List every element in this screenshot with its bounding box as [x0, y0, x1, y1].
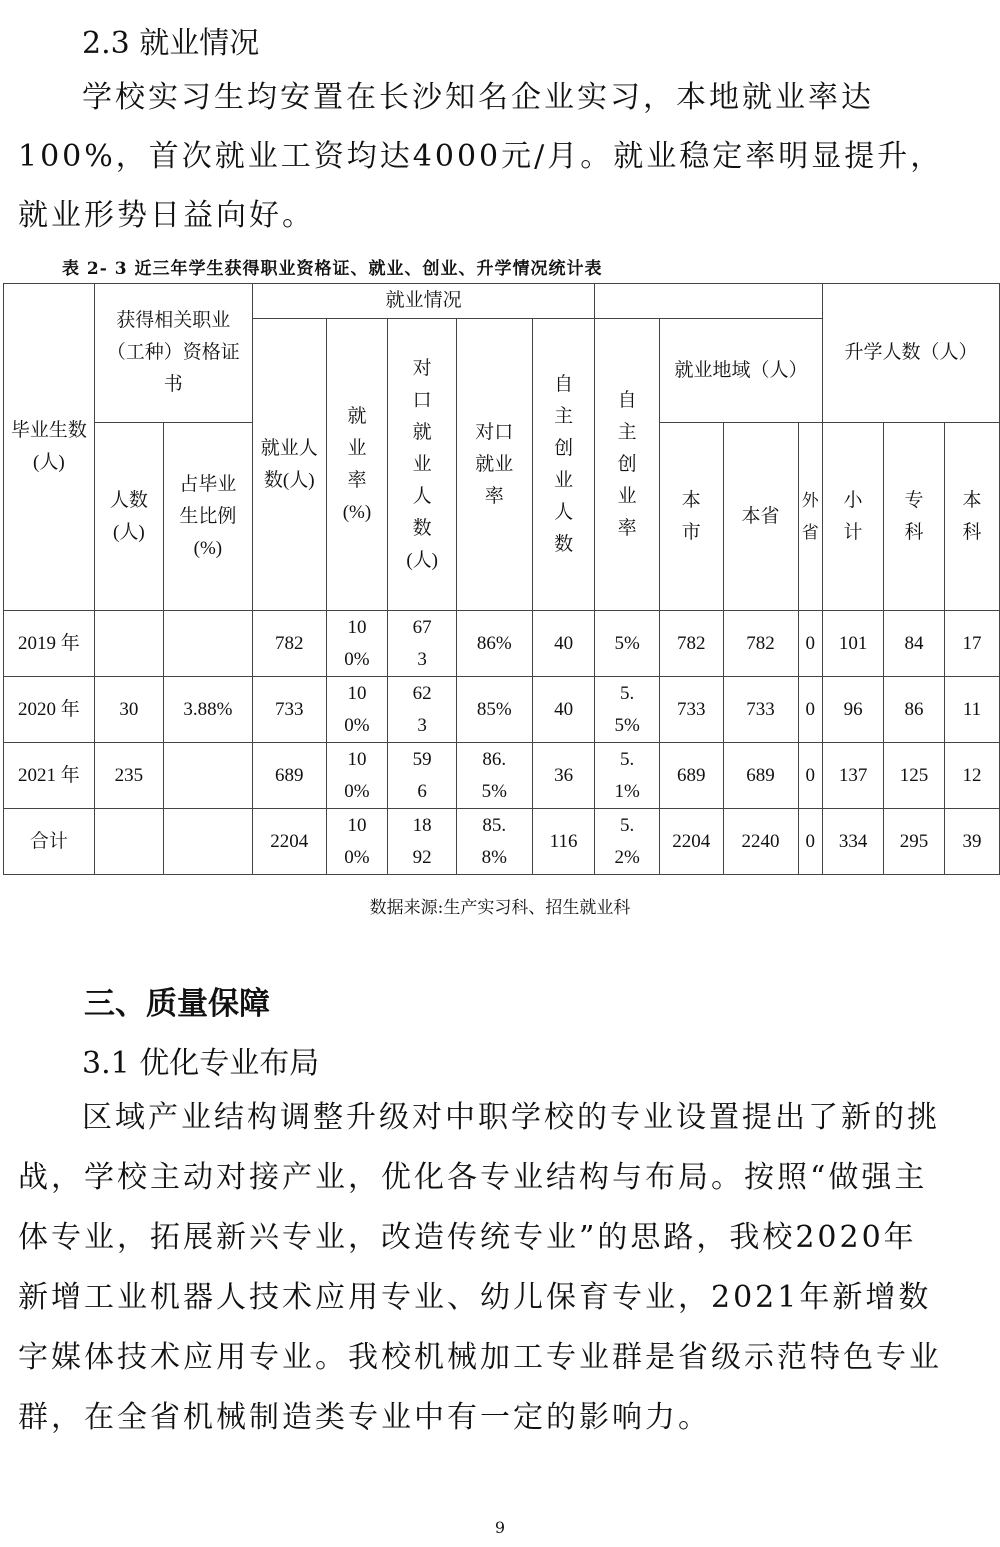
table-cell: 0: [798, 743, 823, 809]
table-cell: 733: [252, 677, 326, 743]
table-cell: 334: [823, 809, 884, 875]
table-cell: [163, 743, 252, 809]
layout-paragraph: 区域产业结构调整升级对中职学校的专业设置提出了新的挑战，学校主动对接产业，优化各专业结构与布局。按照“做强主体专业，拓展新兴专业，改造传统专业”的思路，我校2020年新增工业机器人技术应用专业、幼儿保育专业，2021年新增数字媒体技术应用专业。我校机械加工专业群是省级示范特色专业群，在全省机械制造类专业中有一定的影响力。: [18, 1100, 942, 1435]
header-self-employed-rate: 自主创业率: [595, 319, 659, 611]
table-cell: 2021 年: [4, 743, 95, 809]
header-province: 本省: [723, 423, 798, 611]
table-cell: 84: [884, 611, 945, 677]
table-cell: 689: [723, 743, 798, 809]
table-row: [4, 743, 1000, 809]
table-cell: 1892: [388, 809, 457, 875]
table-cell: 11: [944, 677, 999, 743]
table-cell: 2019 年: [4, 611, 95, 677]
table-cell: 85.8%: [456, 809, 532, 875]
table-cell: 125: [884, 743, 945, 809]
table-cell: 673: [388, 611, 457, 677]
header-cert-count: 人数(人): [94, 423, 163, 611]
table-cell: 596: [388, 743, 457, 809]
table-cell: 36: [532, 743, 595, 809]
table-cell: 2204: [252, 809, 326, 875]
table-cell: 100%: [326, 611, 388, 677]
table-cell: 0: [798, 611, 823, 677]
table-cell: 17: [944, 611, 999, 677]
table-row: [4, 809, 1000, 875]
table-cell: 689: [252, 743, 326, 809]
header-junior-college: 专科: [884, 423, 945, 611]
table-cell: 85%: [456, 677, 532, 743]
header-cert-ratio: 占毕业生比例(%): [163, 423, 252, 611]
page-number: 9: [494, 1518, 506, 1537]
table-cell: 39: [944, 809, 999, 875]
table-cell: 782: [723, 611, 798, 677]
table-cell: 137: [823, 743, 884, 809]
table-cell: [163, 611, 252, 677]
table-cell: 86%: [456, 611, 532, 677]
table-cell: 40: [532, 611, 595, 677]
table-cell: 5.1%: [595, 743, 659, 809]
header-employment-rate: 就业率(%): [326, 319, 388, 611]
table-cell: 86: [884, 677, 945, 743]
table-cell: 合计: [4, 809, 95, 875]
header-cert-group: 获得相关职业（工种）资格证书: [94, 284, 252, 423]
header-graduates: 毕业生数(人): [4, 284, 95, 611]
employment-paragraph: 学校实习生均安置在长沙知名企业实习，本地就业率达100%，首次就业工资均达4000元/月。就业稳定率明显提升，就业形势日益向好。: [18, 80, 944, 233]
table-cell: [94, 809, 163, 875]
table-cell: 0: [798, 677, 823, 743]
table-cell: 235: [94, 743, 163, 809]
table-cell: 733: [723, 677, 798, 743]
statistics-table: [3, 283, 1000, 875]
table-cell: [163, 809, 252, 875]
table-cell: 101: [823, 611, 884, 677]
table-cell: 100%: [326, 809, 388, 875]
table-cell: 5%: [595, 611, 659, 677]
table-cell: 2204: [659, 809, 723, 875]
table-cell: 623: [388, 677, 457, 743]
header-city: 本市: [659, 423, 723, 611]
table-cell: 2240: [723, 809, 798, 875]
table-cell: 40: [532, 677, 595, 743]
header-undergraduate: 本科: [944, 423, 999, 611]
table-caption: 表 2- 3 近三年学生获得职业资格证、就业、创业、升学情况统计表: [62, 259, 603, 279]
table-cell: 86.5%: [456, 743, 532, 809]
section-heading-3: 三、质量保障: [84, 986, 270, 1022]
header-self-employed: 自主创业人数: [532, 319, 595, 611]
table-cell: 96: [823, 677, 884, 743]
table-cell: 3.88%: [163, 677, 252, 743]
header-region-group: 就业地域（人）: [659, 319, 822, 423]
table-cell: 100%: [326, 677, 388, 743]
header-empty: [595, 284, 823, 319]
table-row: [4, 611, 1000, 677]
table-cell: 782: [252, 611, 326, 677]
header-employment-group: 就业情况: [252, 284, 595, 319]
header-further-study-group: 升学人数（人）: [823, 284, 1000, 423]
table-cell: 782: [659, 611, 723, 677]
table-cell: [94, 611, 163, 677]
table-source: 数据来源:生产实习科、招生就业科: [369, 898, 631, 918]
section-heading-3-1: 3.1 优化专业布局: [82, 1046, 320, 1081]
table-cell: 0: [798, 809, 823, 875]
table-cell: 116: [532, 809, 595, 875]
table-cell: 100%: [326, 743, 388, 809]
table-cell: 295: [884, 809, 945, 875]
header-subtotal: 小计: [823, 423, 884, 611]
table-cell: 30: [94, 677, 163, 743]
header-employed: 就业人数(人): [252, 319, 326, 611]
table-cell: 12: [944, 743, 999, 809]
section-heading-2-3: 2.3 就业情况: [82, 26, 260, 61]
table-cell: 2020 年: [4, 677, 95, 743]
table-cell: 5.5%: [595, 677, 659, 743]
header-matched-employed: 对口就业人数(人): [388, 319, 457, 611]
table-cell: 689: [659, 743, 723, 809]
table-cell: 5.2%: [595, 809, 659, 875]
header-other-province: 外省: [798, 423, 823, 611]
table-row: [4, 677, 1000, 743]
header-matched-rate: 对口就业率: [456, 319, 532, 611]
table-cell: 733: [659, 677, 723, 743]
